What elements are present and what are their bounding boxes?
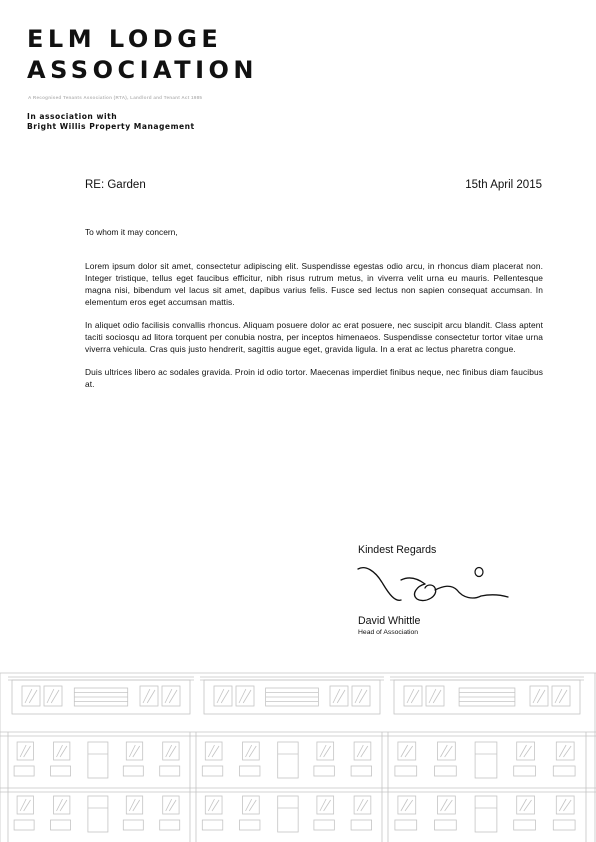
letter-subject: RE: Garden <box>85 179 146 191</box>
partner-name: Bright Willis Property Management <box>27 122 195 131</box>
letter-salutation: To whom it may concern, <box>85 227 178 237</box>
association-name-line-1: ELM LODGE <box>27 25 223 53</box>
signer-role: Head of Association <box>358 629 419 636</box>
signer-name: David Whittle <box>358 615 421 627</box>
association-tagline: A Recognised Tenants Association (RTA), Landlord and Tenant Act 1985 <box>28 95 203 100</box>
letter-date: 15th April 2015 <box>465 179 542 191</box>
association-partner <box>27 112 195 132</box>
body-paragraph-1: Lorem ipsum dolor sit amet, consectetur adipiscing elit. Suspendisse egestas odio arcu, in rhoncus diam placerat non. Integer tristique, tellus eget faucibus efficitur, nibh risus rutrum metus, in viverra velit urna eu mauris. Pellentesque magna nisi, bibendum vel lacus sit amet, dapibus varius felis. Fusce sed lectus non sapien consequat accumsan. In elementum eros eget accumsan mattis. <box>85 261 543 307</box>
letter-closing: Kindest Regards <box>358 544 437 556</box>
association-name <box>27 24 258 86</box>
body-paragraph-2: In aliquet odio facilisis convallis rhoncus. Aliquam posuere dolor ac erat posuere, nec suscipit arcu blandit. Class aptent taciti sociosqu ad litora torquent per conubia nostra, per inceptos himenaeos. Suspendisse consectetur tortor vitae urna viverra vehicula. Cras quis justo hendrerit, sagittis augue eget, gravida ligula. In a erat ac lectus pharetra congue. <box>85 320 543 354</box>
partner-intro: In association with <box>27 112 118 121</box>
body-paragraph-3: Duis ultrices libero ac sodales gravida. Proin id odio tortor. Maecenas imperdiet finibus neque, nec finibus diam faucibus at. <box>85 367 543 389</box>
association-name-line-2: ASSOCIATION <box>27 56 259 84</box>
signature-icon <box>355 562 515 606</box>
letter-body <box>85 260 543 401</box>
building-facade-icon <box>0 670 596 842</box>
